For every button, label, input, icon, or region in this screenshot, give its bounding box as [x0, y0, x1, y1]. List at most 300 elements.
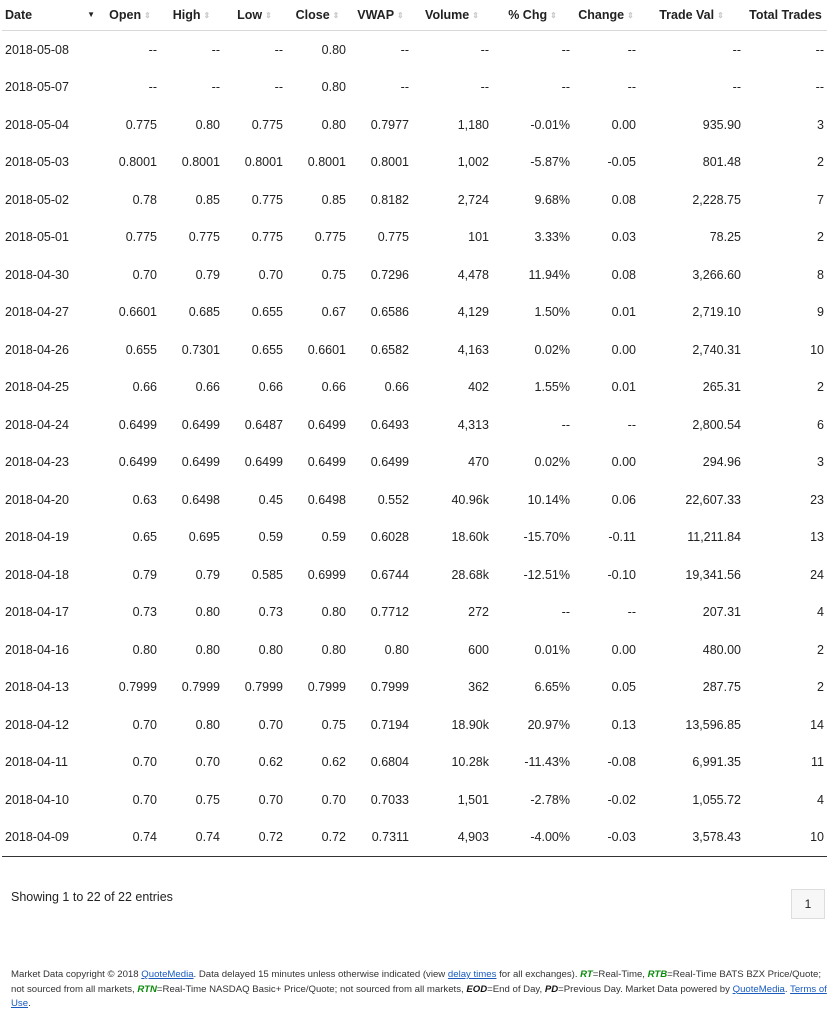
cell-pct-chg: --: [561, 80, 570, 95]
cell-high: 0.70: [195, 755, 220, 770]
cell-pct-chg: --: [561, 605, 570, 620]
table-row: [2, 406, 827, 444]
cell-volume: 18.60k: [451, 530, 489, 545]
cell-date: 2018-04-26: [5, 342, 69, 357]
header-low[interactable]: [223, 0, 286, 31]
cell-close: 0.7999: [307, 680, 346, 695]
cell-open: 0.6499: [118, 417, 157, 432]
cell-pct-chg: 0.01%: [534, 642, 570, 657]
header-high[interactable]: [160, 0, 223, 31]
cell-close: 0.75: [321, 267, 346, 282]
cell-high: 0.79: [195, 267, 220, 282]
cell-high: 0.6498: [181, 492, 220, 507]
cell-open: 0.655: [125, 342, 157, 357]
cell-close: 0.59: [321, 530, 346, 545]
cell-high: 0.80: [195, 642, 220, 657]
cell-vwap: 0.7194: [370, 717, 409, 732]
cell-trade-val: 11,211.84: [687, 530, 741, 545]
cell-vwap: 0.552: [377, 492, 409, 507]
cell-pct-chg: -15.70%: [523, 530, 570, 545]
cell-low: 0.775: [251, 117, 283, 132]
cell-low: 0.80: [258, 642, 283, 657]
cell-volume: --: [480, 80, 489, 95]
cell-open: 0.7999: [118, 680, 157, 695]
sort-icon: ⇕: [203, 11, 211, 20]
cell-trade-val: 2,800.54: [692, 417, 741, 432]
cell-high: 0.79: [195, 567, 220, 582]
cell-pct-chg: -12.51%: [523, 567, 570, 582]
cell-change: 0.00: [611, 455, 636, 470]
cell-pct-chg: -2.78%: [530, 792, 570, 807]
table-row: [2, 181, 827, 219]
cell-pct-chg: --: [561, 417, 570, 432]
sort-icon: ⇕: [144, 11, 151, 20]
cell-low: 0.70: [258, 267, 283, 282]
cell-volume: 600: [468, 642, 489, 657]
table-row: [2, 706, 827, 744]
cell-vwap: 0.6586: [370, 305, 409, 320]
sort-icon: ⇕: [550, 11, 557, 20]
cell-total-trades: --: [815, 42, 824, 57]
cell-trade-val: 207.31: [702, 605, 741, 620]
market-data-disclaimer: [11, 968, 829, 1012]
cell-vwap: 0.6804: [370, 755, 409, 770]
cell-date: 2018-04-23: [5, 455, 69, 470]
cell-date: 2018-04-19: [5, 530, 69, 545]
cell-open: 0.65: [132, 530, 157, 545]
page-1-button[interactable]: 1: [791, 889, 825, 919]
cell-close: 0.62: [321, 755, 346, 770]
cell-pct-chg: -5.87%: [530, 155, 570, 170]
table-row: [2, 294, 827, 332]
table-row: [2, 256, 827, 294]
cell-high: 0.80: [195, 605, 220, 620]
cell-close: 0.6498: [307, 492, 346, 507]
header-label: Volume: [425, 8, 470, 22]
cell-total-trades: 23: [810, 492, 824, 507]
cell-open: 0.79: [132, 567, 157, 582]
cell-close: 0.80: [321, 42, 346, 57]
cell-trade-val: 1,055.72: [692, 792, 741, 807]
cell-open: 0.78: [132, 192, 157, 207]
cell-pct-chg: 1.50%: [534, 305, 570, 320]
cell-close: 0.70: [321, 792, 346, 807]
cell-volume: 4,163: [457, 342, 489, 357]
cell-open: --: [148, 80, 157, 95]
terms-of-use-link[interactable]: Terms of Use: [11, 983, 827, 1009]
cell-high: 0.85: [195, 192, 220, 207]
cell-close: 0.80: [321, 642, 346, 657]
header-label: Trade Val: [659, 8, 715, 22]
cell-volume: 4,313: [457, 417, 489, 432]
cell-total-trades: 7: [817, 192, 824, 207]
cell-date: 2018-05-08: [5, 42, 69, 57]
cell-open: 0.74: [100, 819, 160, 857]
header-close[interactable]: [286, 0, 349, 31]
cell-volume: 2,724: [457, 192, 489, 207]
cell-high: 0.7999: [181, 680, 220, 695]
footer-text: .: [28, 998, 31, 1009]
cell-change: --: [627, 80, 636, 95]
cell-change: --: [627, 605, 636, 620]
cell-close: 0.6499: [307, 417, 346, 432]
cell-low: 0.775: [251, 192, 283, 207]
cell-change: --: [627, 417, 636, 432]
cell-open: 0.70: [132, 792, 157, 807]
cell-pct-chg: 9.68%: [534, 192, 570, 207]
cell-change: 0.00: [611, 117, 636, 132]
cell-pct-chg: 6.65%: [534, 680, 570, 695]
cell-low: 0.73: [258, 605, 283, 620]
header-label: Open: [109, 8, 142, 22]
cell-volume: 4,129: [457, 305, 489, 320]
cell-low: --: [274, 80, 283, 95]
sort-icon: ⇕: [397, 11, 404, 20]
cell-trade-val: --: [732, 42, 741, 57]
table-row: [2, 819, 827, 857]
cell-volume: 1,002: [457, 155, 489, 170]
sort-icon: ⇕: [332, 11, 340, 20]
cell-high: 0.75: [195, 792, 220, 807]
cell-close: 0.75: [321, 717, 346, 732]
cell-date: 2018-04-12: [5, 717, 69, 732]
cell-volume: 4,478: [457, 267, 489, 282]
table-row: [2, 669, 827, 707]
cell-total-trades: 24: [810, 567, 824, 582]
cell-trade-val: 22,607.33: [685, 492, 741, 507]
footer-text: for all exchanges).: [496, 969, 581, 980]
cell-trade-val: 78.25: [709, 230, 741, 245]
cell-trade-val: --: [732, 80, 741, 95]
header-label: VWAP: [357, 8, 395, 22]
cell-pct-chg: -4.00%: [492, 819, 573, 857]
cell-total-trades: 4: [817, 792, 824, 807]
footer-text: Market Data copyright © 2018: [11, 969, 142, 980]
cell-date: 2018-04-11: [5, 755, 69, 770]
cell-open: 0.63: [132, 492, 157, 507]
table-row: [2, 144, 827, 182]
cell-low: 0.70: [258, 717, 283, 732]
cell-volume: 4,903: [412, 819, 492, 857]
cell-open: 0.6499: [118, 455, 157, 470]
footer-text: =Real-Time,: [592, 969, 648, 980]
cell-trade-val: 2,719.10: [692, 305, 741, 320]
header-change[interactable]: [573, 0, 639, 31]
cell-total-trades: 11: [811, 755, 824, 770]
cell-change: 0.08: [611, 267, 636, 282]
cell-change: -0.02: [607, 792, 636, 807]
cell-vwap: 0.7712: [370, 605, 409, 620]
cell-vwap: 0.7033: [370, 792, 409, 807]
cell-change: 0.03: [611, 230, 636, 245]
sort-icon: ⇕: [472, 11, 479, 20]
cell-high: 0.8001: [181, 155, 220, 170]
header-trade-val[interactable]: [639, 0, 744, 31]
cell-pct-chg: --: [561, 42, 570, 57]
cell-low: 0.585: [251, 567, 283, 582]
cell-change: 0.00: [611, 342, 636, 357]
cell-high: 0.695: [188, 530, 220, 545]
cell-volume: 101: [468, 230, 489, 245]
cell-total-trades: 10: [744, 819, 827, 857]
header-label: % Chg: [508, 8, 548, 22]
cell-change: 0.06: [611, 492, 636, 507]
cell-vwap: --: [400, 42, 409, 57]
cell-change: 0.05: [611, 680, 636, 695]
cell-date: 2018-04-17: [5, 605, 69, 620]
cell-change: 0.08: [611, 192, 636, 207]
header-total-trades[interactable]: [744, 0, 827, 31]
cell-low: 0.655: [251, 342, 283, 357]
footer-text: =End of Day,: [487, 983, 545, 995]
cell-trade-val: 2,228.75: [692, 192, 741, 207]
cell-low: 0.6487: [244, 417, 283, 432]
cell-trade-val: 935.90: [702, 117, 741, 132]
cell-pct-chg: 10.14%: [527, 492, 570, 507]
header-vwap[interactable]: [349, 0, 412, 31]
cell-vwap: 0.6028: [370, 530, 409, 545]
cell-trade-val: 13,596.85: [685, 717, 741, 732]
cell-date: 2018-04-18: [5, 567, 69, 582]
cell-open: 0.80: [132, 642, 157, 657]
cell-high: --: [211, 42, 220, 57]
cell-close: 0.85: [321, 192, 346, 207]
cell-date: 2018-05-07: [5, 80, 69, 95]
cell-pct-chg: -11.43%: [524, 755, 570, 770]
header-volume[interactable]: [412, 0, 492, 31]
cell-high: 0.80: [195, 117, 220, 132]
cell-date: 2018-04-09: [2, 819, 100, 857]
header-label: Total Trades: [749, 8, 822, 22]
cell-date: 2018-04-25: [5, 380, 69, 395]
cell-volume: 402: [468, 380, 489, 395]
sort-icon: ⇕: [717, 11, 724, 20]
header-label: Low: [237, 8, 263, 22]
cell-volume: 1,501: [457, 792, 489, 807]
cell-total-trades: 6: [817, 417, 824, 432]
cell-date: 2018-05-04: [5, 117, 69, 132]
cell-change: 0.01: [611, 380, 636, 395]
cell-total-trades: 8: [817, 267, 824, 282]
cell-pct-chg: 0.02%: [534, 342, 570, 357]
table-row: [2, 594, 827, 632]
header-pct-chg[interactable]: [492, 0, 573, 31]
cell-trade-val: 294.96: [702, 455, 741, 470]
cell-volume: 10.28k: [451, 755, 489, 770]
cell-trade-val: 19,341.56: [685, 567, 741, 582]
cell-low: 0.70: [258, 792, 283, 807]
cell-change: 0.13: [611, 717, 636, 732]
cell-change: -0.11: [608, 530, 636, 545]
cell-total-trades: 2: [817, 642, 824, 657]
header-label: Close: [295, 8, 330, 22]
cell-date: 2018-05-03: [5, 155, 69, 170]
sort-icon: ⇕: [627, 11, 634, 20]
cell-low: 0.655: [251, 305, 283, 320]
cell-low: 0.59: [258, 530, 283, 545]
cell-high: 0.7301: [181, 342, 220, 357]
cell-open: 0.775: [125, 117, 157, 132]
cell-volume: --: [480, 42, 489, 57]
cell-low: 0.66: [258, 380, 283, 395]
cell-pct-chg: 0.02%: [534, 455, 570, 470]
cell-change: -0.10: [607, 567, 636, 582]
cell-low: 0.62: [258, 755, 283, 770]
table-row: [2, 481, 827, 519]
cell-total-trades: 4: [817, 605, 824, 620]
table-row: [2, 31, 827, 69]
cell-open: 0.66: [132, 380, 157, 395]
cell-total-trades: 13: [810, 530, 824, 545]
cell-date: 2018-05-02: [5, 192, 69, 207]
cell-close: 0.6601: [307, 342, 346, 357]
cell-date: 2018-04-30: [5, 267, 69, 282]
cell-close: 0.80: [321, 605, 346, 620]
sort-desc-icon: ▼: [87, 10, 95, 19]
cell-date: 2018-04-16: [5, 642, 69, 657]
cell-low: --: [274, 42, 283, 57]
table-body: [2, 31, 827, 857]
rt-abbrev: RT: [580, 969, 593, 980]
cell-volume: 362: [468, 680, 489, 695]
table-header-row: [2, 0, 827, 31]
cell-trade-val: 3,266.60: [692, 267, 741, 282]
cell-trade-val: 480.00: [702, 642, 741, 657]
cell-vwap: 0.8182: [370, 192, 409, 207]
cell-open: 0.70: [132, 717, 157, 732]
cell-change: --: [627, 42, 636, 57]
table-row: [2, 631, 827, 669]
cell-vwap: 0.66: [384, 380, 409, 395]
cell-low: 0.72: [223, 819, 286, 857]
footer-text: .: [784, 983, 791, 995]
cell-vwap: 0.7999: [370, 680, 409, 695]
cell-total-trades: 2: [817, 155, 824, 170]
cell-trade-val: 287.75: [702, 680, 741, 695]
cell-vwap: 0.775: [377, 230, 409, 245]
eod-abbrev: EOD: [466, 983, 488, 995]
cell-trade-val: 6,991.35: [692, 755, 741, 770]
cell-total-trades: 14: [810, 717, 824, 732]
cell-pct-chg: -0.01%: [530, 117, 570, 132]
cell-date: 2018-04-10: [5, 792, 69, 807]
cell-volume: 28.68k: [451, 567, 489, 582]
cell-change: -0.08: [607, 755, 636, 770]
price-history-table: [2, 0, 827, 857]
cell-total-trades: --: [815, 80, 824, 95]
table-row: [2, 444, 827, 482]
cell-vwap: 0.80: [384, 642, 409, 657]
cell-date: 2018-04-20: [5, 492, 69, 507]
cell-high: --: [211, 80, 220, 95]
footer-text: . Data delayed 15 minutes unless otherwise indicated (view: [193, 969, 448, 980]
cell-change: 0.00: [611, 642, 636, 657]
cell-open: 0.73: [132, 605, 157, 620]
header-open[interactable]: [100, 0, 160, 31]
cell-total-trades: 9: [817, 305, 824, 320]
cell-change: -0.05: [607, 155, 636, 170]
table-row: [2, 781, 827, 819]
table-row: [2, 744, 827, 782]
cell-open: 0.8001: [118, 155, 157, 170]
header-label: High: [172, 8, 201, 22]
cell-low: 0.45: [258, 492, 283, 507]
cell-date: 2018-04-27: [5, 305, 69, 320]
cell-open: 0.6601: [118, 305, 157, 320]
cell-open: 0.70: [132, 755, 157, 770]
cell-vwap: 0.6582: [370, 342, 409, 357]
cell-close: 0.80: [321, 80, 346, 95]
table-row: [2, 331, 827, 369]
cell-close: 0.72: [286, 819, 349, 857]
cell-close: 0.6499: [307, 455, 346, 470]
cell-vwap: 0.8001: [370, 155, 409, 170]
cell-high: 0.80: [195, 717, 220, 732]
cell-pct-chg: 11.94%: [528, 267, 570, 282]
cell-vwap: --: [400, 80, 409, 95]
cell-vwap: 0.6493: [370, 417, 409, 432]
cell-close: 0.6999: [307, 567, 346, 582]
header-date-label: Date: [5, 8, 33, 22]
cell-close: 0.67: [321, 305, 346, 320]
cell-high: 0.74: [160, 819, 223, 857]
cell-total-trades: 3: [817, 117, 824, 132]
cell-pct-chg: 20.97%: [527, 717, 570, 732]
cell-pct-chg: 3.33%: [534, 230, 570, 245]
table-row: [2, 219, 827, 257]
footer-text: =Previous Day. Market Data powered by: [558, 983, 733, 995]
cell-volume: 470: [468, 455, 489, 470]
cell-vwap: 0.7311: [349, 819, 412, 857]
cell-close: 0.80: [321, 117, 346, 132]
cell-pct-chg: 1.55%: [534, 380, 570, 395]
cell-high: 0.685: [188, 305, 220, 320]
cell-open: --: [148, 42, 157, 57]
table-row: [2, 106, 827, 144]
cell-vwap: 0.7977: [370, 117, 409, 132]
cell-volume: 40.96k: [451, 492, 489, 507]
cell-total-trades: 3: [817, 455, 824, 470]
delay-times-link[interactable]: delay times: [447, 969, 497, 980]
cell-date: 2018-05-01: [5, 230, 69, 245]
cell-volume: 1,180: [457, 117, 489, 132]
cell-high: 0.66: [195, 380, 220, 395]
quotemedia-link[interactable]: QuoteMedia: [732, 983, 785, 995]
cell-vwap: 0.6744: [370, 567, 409, 582]
cell-total-trades: 2: [817, 230, 824, 245]
cell-date: 2018-04-24: [5, 417, 69, 432]
cell-high: 0.6499: [181, 417, 220, 432]
pd-abbrev: PD: [544, 983, 559, 995]
cell-trade-val: 3,578.43: [639, 819, 744, 857]
cell-change: -0.03: [573, 819, 639, 857]
table-info: Showing 1 to 22 of 22 entries: [11, 890, 173, 904]
header-date[interactable]: [2, 0, 100, 31]
table-row: [2, 369, 827, 407]
cell-low: 0.6499: [244, 455, 283, 470]
quotemedia-link[interactable]: QuoteMedia: [141, 969, 194, 980]
cell-date: 2018-04-13: [5, 680, 69, 695]
cell-high: 0.775: [188, 230, 220, 245]
table-row: [2, 69, 827, 107]
cell-volume: 272: [468, 605, 489, 620]
cell-open: 0.70: [132, 267, 157, 282]
cell-trade-val: 801.48: [702, 155, 741, 170]
rtb-abbrev: RTB: [647, 969, 668, 980]
cell-total-trades: 10: [810, 342, 824, 357]
cell-open: 0.775: [125, 230, 157, 245]
cell-vwap: 0.7296: [370, 267, 409, 282]
